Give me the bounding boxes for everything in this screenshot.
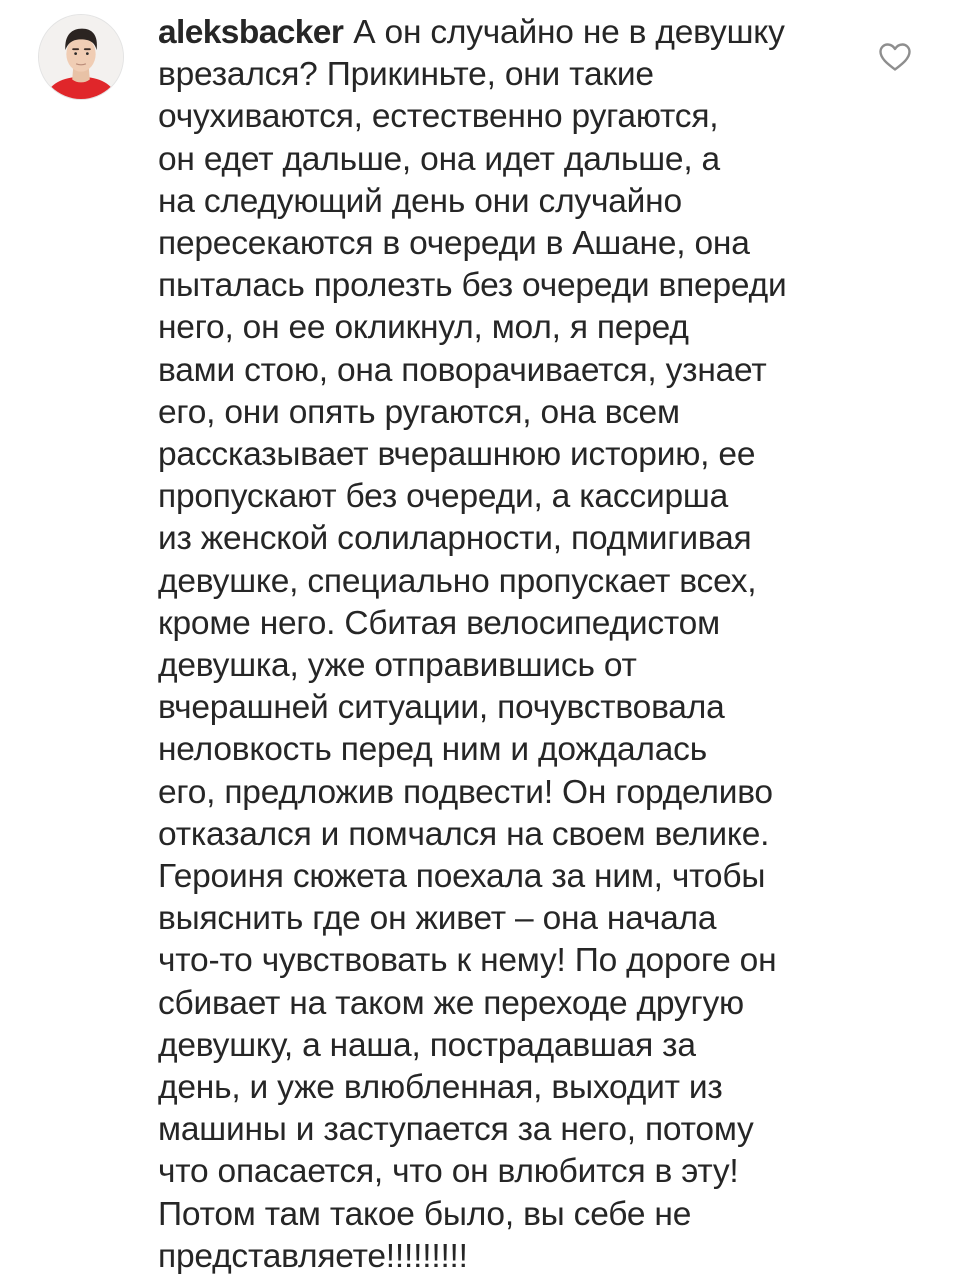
comment-text-line: на следующий день они случайно (158, 182, 682, 220)
comment-text-line: его, они опять ругаются, она всем (158, 393, 680, 431)
comment-text-line: он едет дальше, она идет дальше, а (158, 140, 720, 178)
avatar[interactable] (38, 14, 124, 100)
comment-text-line: девушка, уже отправившись от (158, 647, 637, 685)
comment-text-line: пересекаются в очереди в Ашане, она (158, 225, 750, 263)
comment-text-line: А он случайно не в девушку (353, 14, 785, 51)
username-link[interactable]: aleksbacker (158, 14, 344, 51)
comment-text-line: Героиня сюжета поехала за ним, чтобы (158, 858, 766, 896)
heart-outline-icon (878, 42, 912, 72)
comment-text-line: неловкость перед ним и дождалась (158, 731, 707, 769)
comment-text-line: его, предложив подвести! Он горделиво (158, 773, 773, 811)
comment-text-line: вчерашней ситуации, почувствовала (158, 689, 725, 727)
comment-text-line: машины и заступается за него, потому (158, 1111, 754, 1149)
user-avatar-photo-icon (39, 15, 123, 99)
comment-text-line: кроме него. Сбитая велосипедистом (158, 604, 720, 642)
comment-text-line: пропускают без очереди, а кассирша (158, 478, 728, 516)
comment-text (158, 12, 858, 1278)
comment-text-line: что-то чувствовать к нему! По дороге он (158, 942, 777, 980)
comment-text-line: девушку, а наша, пострадавшая за (158, 1026, 696, 1064)
comment-text-line: день, и уже влюбленная, выходит из (158, 1069, 723, 1107)
comment-text-line: врезался? Прикиньте, они такие (158, 56, 654, 94)
comment-text-line: из женской солиларности, подмигивая (158, 520, 752, 558)
comment-text-line: очухиваются, естественно ругаются, (158, 98, 719, 136)
like-button[interactable] (878, 42, 912, 72)
comment-text-line: сбивает на таком же переходе другую (158, 984, 744, 1022)
comment-text-line: отказался и помчался на своем велике. (158, 815, 770, 853)
comment-text-line: выяснить где он живет – она начала (158, 900, 717, 938)
comment-text-line: что опасается, что он влюбится в эту! (158, 1153, 739, 1191)
comment-text-line: вами стою, она поворачивается, узнает (158, 351, 767, 389)
comment-text-line: девушке, специально пропускает всех, (158, 562, 757, 600)
comment-text-line: него, он ее окликнул, мол, я перед (158, 309, 689, 347)
comment-text-line: рассказывает вчерашнюю историю, ее (158, 436, 756, 474)
comment-text-line: пыталась пролезть без очереди впереди (158, 267, 787, 305)
comment-text-line: представляете!!!!!!!!! (158, 1237, 468, 1275)
comment-line (158, 12, 858, 54)
comment-text-line: Потом там такое было, вы себе не (158, 1195, 692, 1233)
